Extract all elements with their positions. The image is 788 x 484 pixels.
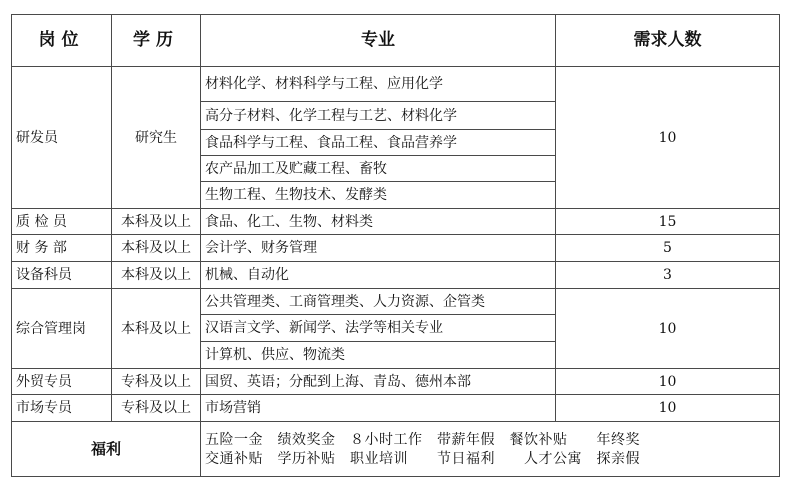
major-cell: 市场营销 (201, 395, 556, 422)
education-cell: 本科及以上 (112, 289, 201, 369)
major-cell: 计算机、供应、物流类 (201, 342, 556, 369)
position-cell: 财 务 部 (12, 235, 112, 262)
header-major: 专业 (201, 15, 556, 67)
benefits-label: 福利 (12, 422, 201, 477)
education-cell: 本科及以上 (112, 209, 201, 235)
benefits-cell (201, 422, 780, 477)
headcount-cell: 10 (556, 67, 780, 209)
header-education: 学历 (112, 15, 201, 67)
position-cell: 质 检 员 (12, 209, 112, 235)
position-cell: 设备科员 (12, 262, 112, 289)
major-cell: 会计学、财务管理 (201, 235, 556, 262)
major-cell: 食品科学与工程、食品工程、食品营养学 (201, 130, 556, 156)
table-row (12, 209, 780, 235)
position-cell: 研发员 (12, 67, 112, 209)
headcount-cell: 3 (556, 262, 780, 289)
headcount-cell: 10 (556, 395, 780, 422)
headcount-cell: 10 (556, 289, 780, 369)
headcount-cell: 15 (556, 209, 780, 235)
benefits-row (12, 422, 780, 477)
table-row (12, 262, 780, 289)
education-cell: 专科及以上 (112, 395, 201, 422)
table-row (12, 395, 780, 422)
table-row (12, 235, 780, 262)
major-cell: 公共管理类、工商管理类、人力资源、企管类 (201, 289, 556, 315)
education-cell: 本科及以上 (112, 262, 201, 289)
table-row (12, 67, 780, 102)
header-row (12, 15, 780, 67)
position-cell: 外贸专员 (12, 369, 112, 395)
education-cell: 本科及以上 (112, 235, 201, 262)
major-cell: 食品、化工、生物、材料类 (201, 209, 556, 235)
major-cell: 国贸、英语；分配到上海、青岛、德州本部 (201, 369, 556, 395)
major-cell: 汉语言文学、新闻学、法学等相关专业 (201, 315, 556, 342)
table-row (12, 289, 780, 315)
position-cell: 综合管理岗 (12, 289, 112, 369)
table-row (12, 369, 780, 395)
major-cell: 高分子材料、化学工程与工艺、材料化学 (201, 102, 556, 130)
headcount-cell: 5 (556, 235, 780, 262)
position-cell: 市场专员 (12, 395, 112, 422)
major-cell: 机械、自动化 (201, 262, 556, 289)
header-position: 岗位 (12, 15, 112, 67)
benefits-line: 五险一金 绩效奖金 ８小时工作 带薪年假 餐饮补贴 年终奖 (205, 431, 640, 448)
benefits-line: 交通补贴 学历补贴 职业培训 节日福利 人才公寓 探亲假 (205, 450, 640, 467)
recruitment-table (11, 14, 780, 477)
header-headcount: 需求人数 (556, 15, 780, 67)
major-cell: 材料化学、材料科学与工程、应用化学 (201, 67, 556, 102)
education-cell: 研究生 (112, 67, 201, 209)
headcount-cell: 10 (556, 369, 780, 395)
education-cell: 专科及以上 (112, 369, 201, 395)
major-cell: 农产品加工及贮藏工程、畜牧 (201, 156, 556, 182)
major-cell: 生物工程、生物技术、发酵类 (201, 182, 556, 209)
